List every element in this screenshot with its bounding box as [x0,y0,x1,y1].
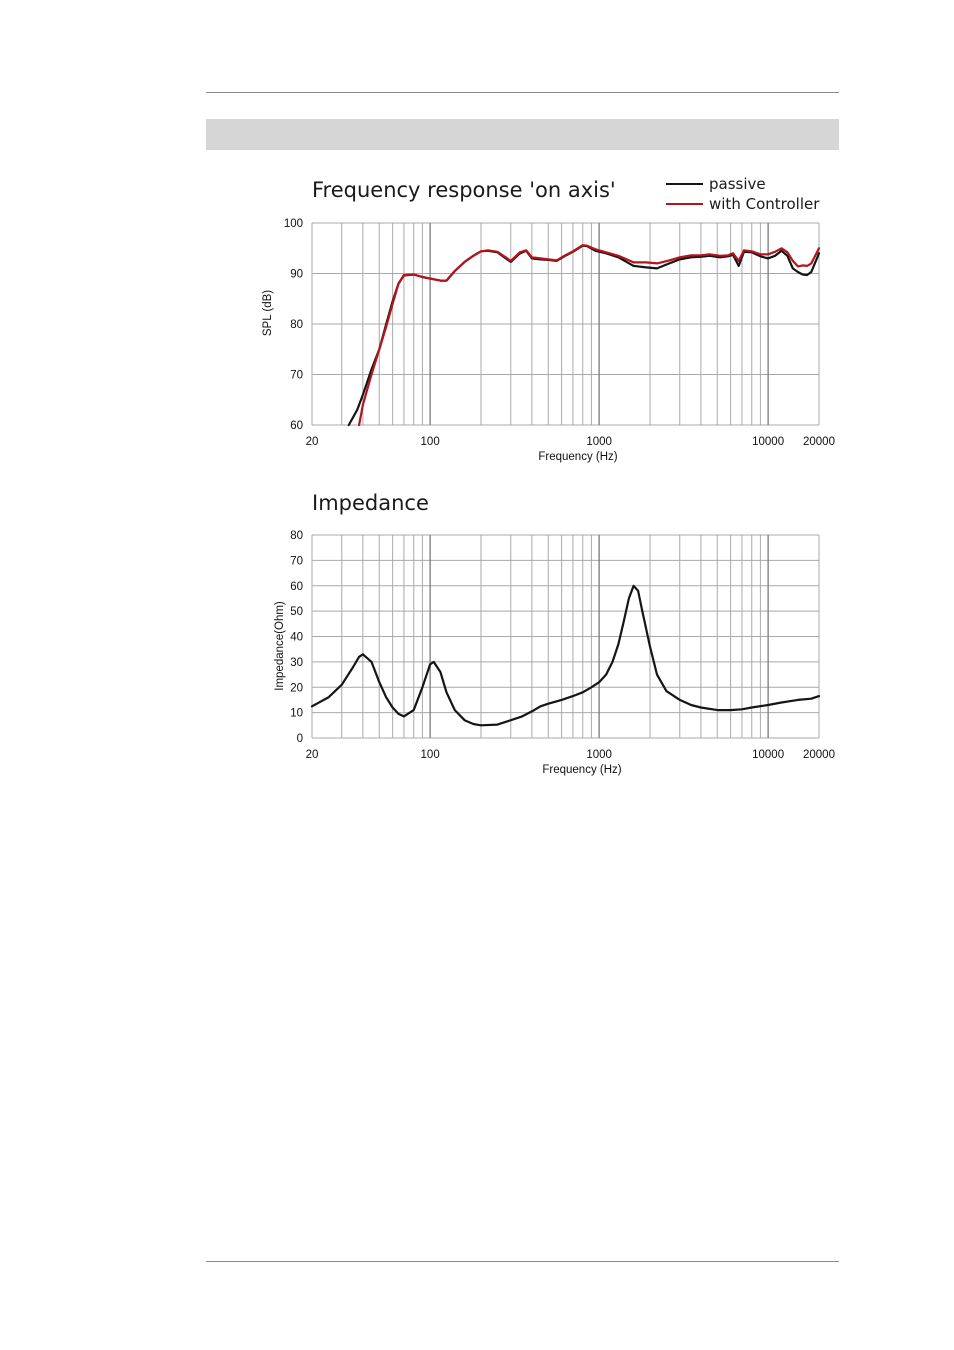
x-tick-label: 20 [305,749,319,761]
x-tick-label: 20000 [803,749,835,761]
y-tick-label: 60 [290,420,303,432]
y-tick-label: 70 [290,369,303,382]
legend-label-passive: passive [709,175,766,193]
y-tick-label: 40 [290,631,303,644]
y-tick-label: 70 [290,555,303,568]
y-tick-label: 80 [290,319,303,331]
y-tick-label: 0 [296,733,303,745]
x-tick-label: 20000 [803,436,835,448]
grid [312,535,819,738]
x-tick-label: 1000 [586,749,612,761]
x-tick-label: 10000 [752,749,785,761]
y-tick-label: 80 [290,530,303,542]
y-tick-label: 100 [283,218,303,230]
y-tick-labels [290,530,303,745]
y-tick-label: 60 [290,580,303,593]
y-tick-label: 30 [290,656,303,669]
x-tick-labels [306,749,835,761]
x-axis-label: Frequency (Hz) [542,764,622,776]
legend-label-controller: with Controller [709,195,820,213]
x-tick-label: 10000 [752,436,785,448]
y-axis-label: Impedance(Ohm) [274,601,286,691]
legend [666,175,820,213]
series [312,586,819,726]
y-axis-label: SPL (dB) [262,289,274,337]
y-tick-label: 50 [290,606,303,619]
y-tick-labels [284,218,303,432]
chart-title: Impedance [312,491,429,515]
series-line-impedance [312,586,819,726]
series-line-with-controller [359,245,819,425]
frequency-response-chart [262,175,835,463]
series [349,245,819,425]
y-tick-label: 10 [290,707,303,720]
x-tick-labels [306,436,835,448]
series-line-passive [349,246,819,425]
x-tick-label: 100 [420,436,440,448]
x-tick-label: 1000 [586,436,612,448]
x-tick-label: 20 [305,436,319,448]
bottom-rule [206,1261,839,1262]
y-tick-label: 90 [290,268,303,281]
chart-title: Frequency response 'on axis' [312,178,616,202]
x-axis-label: Frequency (Hz) [538,451,618,463]
x-tick-label: 100 [420,749,440,761]
impedance-chart [274,491,835,776]
y-tick-label: 20 [290,682,303,695]
